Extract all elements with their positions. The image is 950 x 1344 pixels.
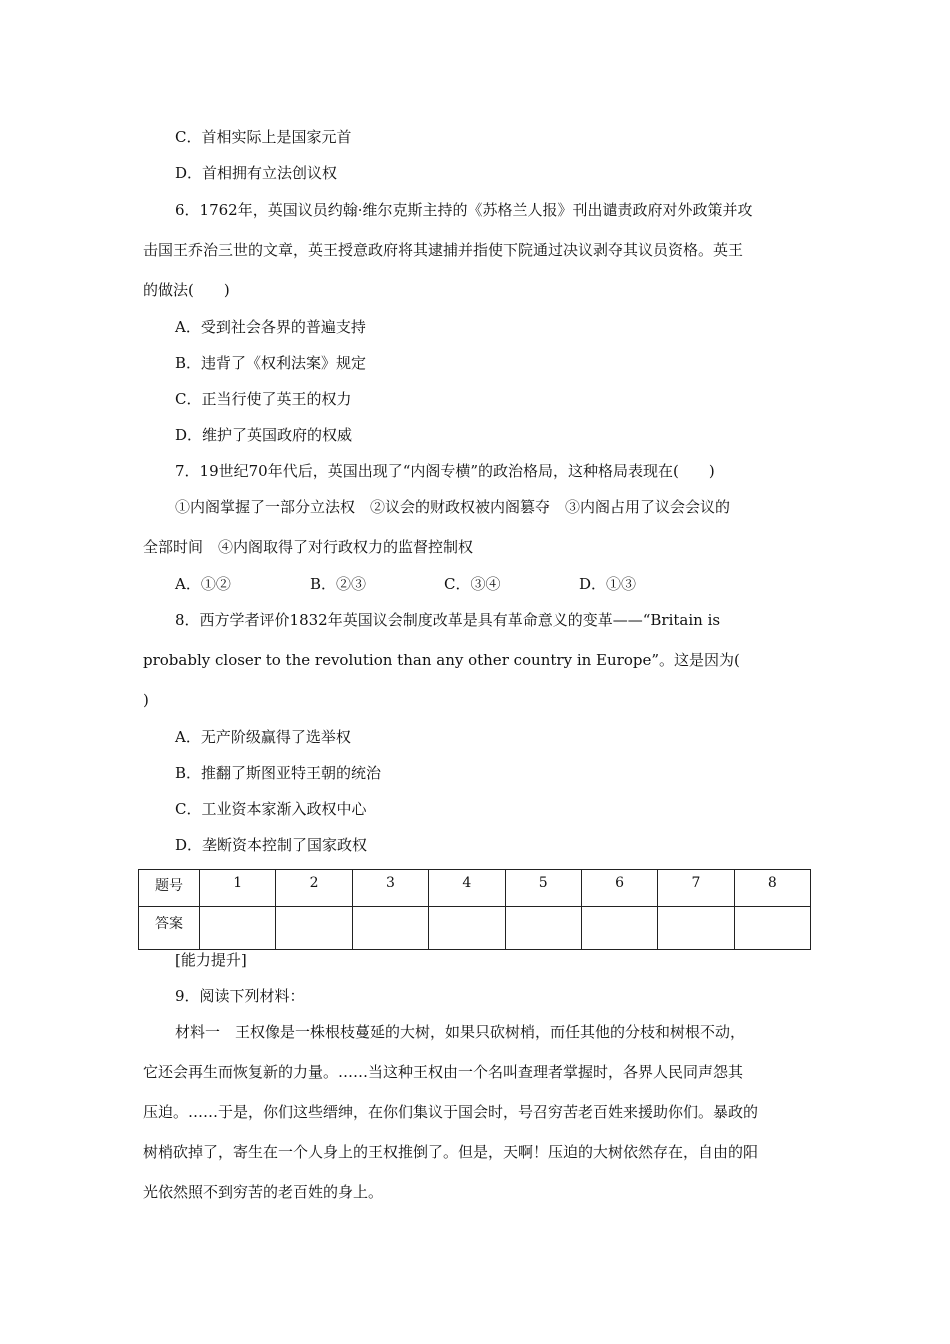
q6-stem-line-3: 的做法( ) — [143, 281, 230, 299]
answer-cell[interactable] — [200, 907, 276, 950]
q8-stem-line-2: probably closer to the revolution than any other country in Europe”。这是因为( — [143, 651, 740, 669]
q9-material-1-line-2: 它还会再生而恢复新的力量。……当这种王权由一个名叫查理者掌握时，各界人民同声怨其 — [143, 1063, 744, 1081]
q5-option-d: D．首相拥有立法创议权 — [175, 164, 338, 182]
q8-option-d: D．垄断资本控制了国家政权 — [175, 836, 368, 854]
q9-material-1-line-5: 光依然照不到穷苦的老百姓的身上。 — [143, 1183, 384, 1201]
section-title: [能力提升] — [175, 951, 247, 969]
q7-stem-line-1: 7．19世纪70年代后，英国出现了“内阁专横”的政治格局，这种格局表现在( ) — [175, 462, 715, 480]
answer-cell[interactable] — [734, 907, 810, 950]
question-number-label: 题号 — [139, 870, 200, 907]
q9-material-1-line-3: 压迫。……于是，你们这些缙绅，在你们集议于国会时，号召穷苦老百姓来援助你们。暴政的 — [143, 1103, 759, 1121]
q7-option-c: C．③④ — [444, 575, 501, 593]
answer-cell[interactable] — [658, 907, 734, 950]
q6-stem-line-2: 击国王乔治三世的文章，英王授意政府将其逮捕并指使下院通过决议剥夺其议员资格。英王 — [143, 241, 744, 259]
question-number-cell: 5 — [505, 870, 581, 907]
question-number-cell: 6 — [581, 870, 657, 907]
q8-stem-line-1: 8．西方学者评价1832年英国议会制度改革是具有革命意义的变革——“Britain is — [175, 611, 721, 629]
q6-option-c: C．正当行使了英王的权力 — [175, 390, 352, 408]
q8-option-a: A．无产阶级赢得了选举权 — [175, 728, 351, 746]
q6-option-d: D．维护了英国政府的权威 — [175, 426, 353, 444]
q7-stem-line-2: ①内阁掌握了一部分立法权 ②议会的财政权被内阁篡夺 ③内阁占用了议会会议的 — [175, 498, 731, 516]
answer-label: 答案 — [139, 907, 200, 950]
q6-option-a: A．受到社会各界的普遍支持 — [175, 318, 366, 336]
answer-table — [138, 869, 811, 950]
q8-option-c: C．工业资本家渐入政权中心 — [175, 800, 367, 818]
q7-option-d: D．①③ — [579, 575, 637, 593]
answer-cell[interactable] — [352, 907, 428, 950]
q5-option-c: C．首相实际上是国家元首 — [175, 128, 352, 146]
question-number-cell: 3 — [352, 870, 428, 907]
question-number-cell: 2 — [276, 870, 352, 907]
q9-material-1-line-1: 材料一 王权像是一株根枝蔓延的大树，如果只砍树梢，而任其他的分枝和树根不动， — [175, 1023, 746, 1041]
q7-option-a: A．①② — [175, 575, 231, 593]
q6-option-b: B．违背了《权利法案》规定 — [175, 354, 367, 372]
answer-cell[interactable] — [276, 907, 352, 950]
q6-stem-line-1: 6．1762年，英国议员约翰·维尔克斯主持的《苏格兰人报》刊出谴责政府对外政策并攻 — [175, 201, 753, 219]
answer-cell[interactable] — [581, 907, 657, 950]
question-number-cell: 8 — [734, 870, 810, 907]
q8-option-b: B．推翻了斯图亚特王朝的统治 — [175, 764, 382, 782]
question-number-cell: 7 — [658, 870, 734, 907]
question-number-cell: 1 — [200, 870, 276, 907]
answer-cell[interactable] — [505, 907, 581, 950]
answer-table-header-row — [139, 870, 811, 907]
answer-table-answer-row — [139, 907, 811, 950]
q9-material-1-line-4: 树梢砍掉了，寄生在一个人身上的王权推倒了。但是，天啊！压迫的大树依然存在，自由的阳 — [143, 1143, 759, 1161]
q9-stem-line-1: 9．阅读下列材料： — [175, 987, 305, 1005]
q7-option-b: B．②③ — [310, 575, 367, 593]
q7-stem-line-3: 全部时间 ④内阁取得了对行政权力的监督控制权 — [143, 538, 474, 556]
q8-stem-line-3: ) — [143, 691, 149, 709]
question-number-cell: 4 — [429, 870, 505, 907]
answer-cell[interactable] — [429, 907, 505, 950]
